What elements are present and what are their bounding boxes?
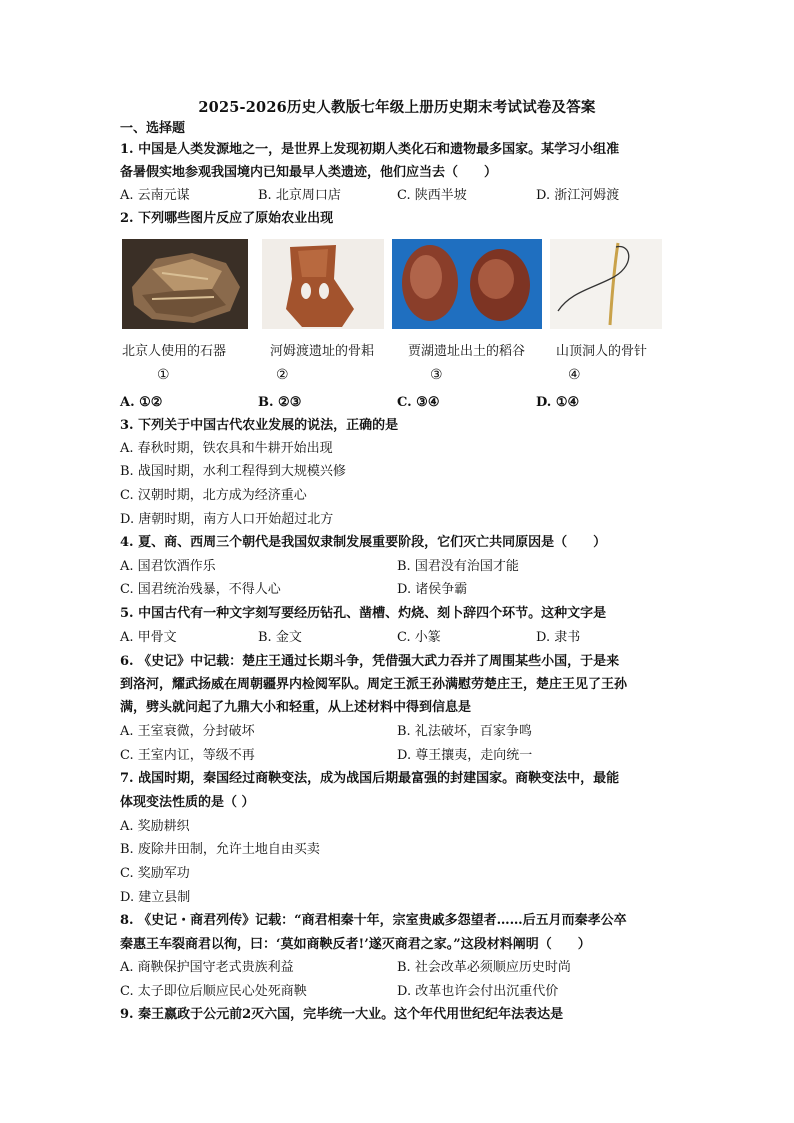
q2-option-d: D. ①④	[536, 395, 580, 410]
exam-title: 2025-2026历史人教版七年级上册历史期末考试试卷及答案	[198, 99, 596, 116]
q5-option-a: A. 甲骨文	[120, 630, 177, 645]
q7-option-c: C. 奖励军功	[120, 866, 190, 881]
picture-number-1: ①	[157, 367, 170, 383]
q8-stem-line1: 8. 《史记・商君列传》记载：“商君相秦十年，宗室贵戚多怨望者……后五月而秦孝公卒	[120, 913, 627, 928]
section-heading: 一、选择题	[120, 121, 186, 136]
q8-option-a: A. 商鞅保护国守老式贵族利益	[120, 960, 294, 975]
caption-1: 北京人使用的石器	[122, 344, 227, 359]
q5-stem: 5. 中国古代有一种文字刻写要经历钻孔、凿槽、灼烧、刻卜辞四个环节。这种文字是	[120, 606, 607, 621]
q1-option-d: D. 浙江河姆渡	[536, 188, 620, 203]
q1-option-a: A. 云南元谋	[120, 188, 190, 203]
q6-option-a: A. 王室衰微，分封破坏	[120, 724, 255, 739]
caption-2: 河姆渡遗址的骨耜	[270, 344, 375, 359]
q6-option-b: B. 礼法破坏，百家争鸣	[397, 724, 532, 739]
q8-option-d: D. 改革也许会付出沉重代价	[397, 984, 559, 999]
q4-stem: 4. 夏、商、西周三个朝代是我国奴隶制发展重要阶段，它们灭亡共同原因是（ ）	[120, 535, 607, 550]
q7-stem-line1: 7. 战国时期，秦国经过商鞅变法，成为战国后期最富强的封建国家。商鞅变法中，最能	[120, 771, 620, 786]
rice-grain-image	[392, 239, 542, 329]
q8-option-b: B. 社会改革必须顺应历史时尚	[397, 960, 571, 975]
q4-option-d: D. 诸侯争霸	[397, 582, 468, 597]
q9-stem: 9. 秦王嬴政于公元前2灭六国，完毕统一大业。这个年代用世纪纪年法表达是	[120, 1007, 564, 1022]
bone-spade-image	[262, 239, 384, 329]
q4-option-b: B. 国君没有治国才能	[397, 559, 519, 574]
q4-option-a: A. 国君饮酒作乐	[120, 559, 216, 574]
bone-needle-image	[550, 239, 662, 329]
q2-option-b: B. ②③	[258, 395, 302, 410]
q5-option-d: D. 隶书	[536, 630, 581, 645]
q7-option-d: D. 建立县制	[120, 890, 191, 905]
q6-stem-line1: 6. 《史记》中记载：楚庄王通过长期斗争，凭借强大武力吞并了周围某些小国，于是来	[120, 654, 620, 669]
q7-option-b: B. 废除井田制，允许土地自由买卖	[120, 842, 320, 857]
q7-option-a: A. 奖励耕织	[120, 819, 190, 834]
picture-number-3: ③	[430, 367, 443, 383]
caption-4: 山顶洞人的骨针	[556, 344, 648, 359]
q4-option-c: C. 国君统治残暴，不得人心	[120, 582, 281, 597]
q8-option-c: C. 太子即位后顺应民心处死商鞅	[120, 984, 307, 999]
q2-option-a: A. ①②	[120, 395, 163, 410]
picture-number-2: ②	[276, 367, 289, 383]
q1-stem-line2: 备暑假实地参观我国境内已知最早人类遗迹，他们应当去（ ）	[120, 165, 498, 180]
caption-3: 贾湖遗址出土的稻谷	[408, 344, 526, 359]
q3-option-c: C. 汉朝时期，北方成为经济重心	[120, 488, 307, 503]
q5-option-c: C. 小篆	[397, 630, 441, 645]
q1-stem-line1: 1. 中国是人类发源地之一，是世界上发现初期人类化石和遗物最多国家。某学习小组准	[120, 142, 620, 157]
q1-option-c: C. 陕西半坡	[397, 188, 467, 203]
stone-tool-image	[122, 239, 248, 329]
q2-option-c: C. ③④	[397, 395, 440, 410]
q6-stem-line3: 满，劈头就问起了九鼎大小和轻重，从上述材料中得到信息是	[120, 700, 472, 715]
q3-option-b: B. 战国时期，水利工程得到大规模兴修	[120, 464, 346, 479]
q3-option-a: A. 春秋时期，铁农具和牛耕开始出现	[120, 441, 333, 456]
q3-option-d: D. 唐朝时期，南方人口开始超过北方	[120, 512, 334, 527]
q6-option-d: D. 尊王攘夷，走向统一	[397, 748, 533, 763]
q8-stem-line2: 秦惠王车裂商君以徇，曰：‘莫如商鞅反者!’遂灭商君之家。”这段材料阐明（ ）	[120, 937, 591, 952]
q5-option-b: B. 金文	[258, 630, 302, 645]
q2-stem: 2. 下列哪些图片反应了原始农业出现	[120, 211, 334, 226]
q6-option-c: C. 王室内讧，等级不再	[120, 748, 255, 763]
q3-stem: 3. 下列关于中国古代农业发展的说法，正确的是	[120, 418, 399, 433]
q6-stem-line2: 到洛河，耀武扬威在周朝疆界内检阅军队。周定王派王孙满慰劳楚庄王，楚庄王见了王孙	[120, 677, 628, 692]
q7-stem-line2: 体现变法性质的是（ ）	[120, 795, 255, 810]
q1-option-b: B. 北京周口店	[258, 188, 341, 203]
picture-number-4: ④	[568, 367, 581, 383]
